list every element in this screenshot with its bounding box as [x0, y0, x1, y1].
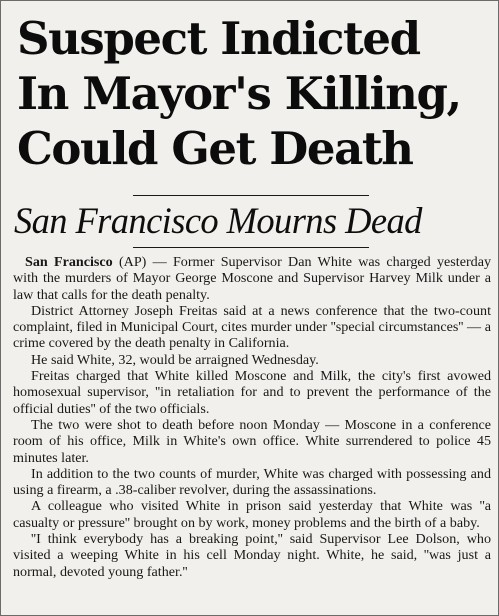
subheadline: San Francisco Mourns Dead — [14, 200, 422, 241]
lead-text: (AP) — Former Supervisor Dan White was charged yesterday with the murders of Mayor George Moscone and Supervisor Harvey Milk under a law that calls for the death penalty. — [13, 254, 491, 303]
article-paragraph: ''I think everybody has a breaking point,'' said Supervisor Lee Dolson, who visited a weeping White in his cell Monday night. White, he said, ''was just a normal, devoted young father.'' — [13, 531, 491, 580]
divider-rule-bottom — [133, 247, 369, 248]
headline-line-1: Suspect Indicted — [17, 12, 420, 65]
article-paragraph: District Attorney Joseph Freitas said at a news conference that the two-count complaint, filed in Municipal Court, cites murder under ''special circumstances'' — a crime covered by the death penalty in California. — [13, 302, 491, 352]
headline-line-2: In Mayor's Killing, — [17, 67, 461, 120]
divider-rule-top — [133, 195, 369, 196]
headline — [17, 11, 461, 176]
article-paragraph: Freitas charged that White killed Moscone and Milk, the city's first avowed homosexual supervisor, ''in retaliation for and to prevent the performance of the official duties'' of the two officials. — [13, 368, 491, 417]
article-paragraph: A colleague who visited White in prison said yesterday that White was ''a casualty or pressure'' brought on by work, money problems and the birth of a baby. — [13, 498, 491, 531]
dateline: San Francisco — [25, 254, 113, 270]
article-paragraph-lead — [13, 254, 491, 303]
headline-line-3: Could Get Death — [17, 122, 413, 175]
article-paragraph: He said White, 32, would be arraigned Wednesday. — [31, 351, 319, 368]
article-body — [13, 254, 491, 580]
article-paragraph: The two were shot to death before noon Monday — Moscone in a conference room of his office, Milk in White's own office. White surrendered to police 45 minutes later. — [13, 416, 491, 466]
article-paragraph: In addition to the two counts of murder, White was charged with possessing and using a firearm, a .38-caliber revolver, during the assassinations. — [13, 465, 491, 499]
